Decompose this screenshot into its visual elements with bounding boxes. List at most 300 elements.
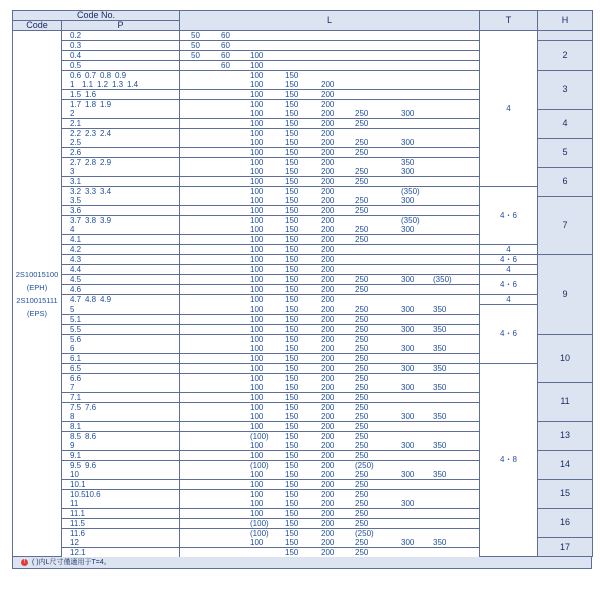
l-value: 150 [285, 304, 299, 314]
table-row [13, 245, 593, 255]
l-value: 250 [355, 119, 369, 128]
l-value: 150 [285, 460, 299, 470]
code-line: (EPS) [26, 308, 47, 318]
p-value: 9.6 [85, 460, 97, 470]
l-value: 200 [321, 411, 335, 421]
l-value: 200 [321, 119, 335, 128]
l-value: 150 [285, 80, 299, 89]
l-value: 200 [321, 498, 335, 508]
l-value: 100 [250, 392, 264, 402]
p-value: 0.3 [70, 41, 82, 50]
l-value: 150 [285, 177, 299, 186]
l-value: 150 [285, 138, 299, 147]
l-value: 200 [321, 148, 335, 157]
p-value: 2.9 [100, 158, 112, 167]
l-value: 250 [355, 206, 369, 215]
p-value: 4.2 [70, 245, 82, 254]
p-value: 10.1 [70, 479, 86, 489]
p-value: 3 [70, 167, 75, 176]
p-value: 3.2 [70, 187, 82, 196]
l-cell [180, 225, 480, 235]
l-value: 150 [285, 206, 299, 215]
l-value: 250 [355, 235, 369, 244]
l-cell [180, 431, 480, 441]
p-value: 3.9 [100, 216, 112, 225]
l-value: 100 [250, 148, 264, 157]
l-value: 100 [250, 440, 264, 450]
p-cell [62, 334, 180, 344]
p-value: 5.1 [70, 314, 82, 324]
t-cell: 4 [480, 245, 538, 255]
l-value: (250) [355, 460, 374, 470]
table-row [13, 255, 593, 265]
l-value: (100) [250, 460, 269, 470]
l-value: 200 [321, 90, 335, 99]
h-cell: 14 [538, 450, 593, 479]
l-value: 250 [355, 363, 369, 373]
p-cell [62, 431, 180, 441]
header-row-1 [13, 11, 593, 21]
l-value: 150 [285, 90, 299, 99]
p-cell [62, 450, 180, 460]
t-cell: 4 [480, 295, 538, 305]
l-value: 150 [285, 314, 299, 324]
table-row [13, 295, 593, 305]
l-value: 60 [221, 51, 230, 60]
l-value: 200 [321, 314, 335, 324]
l-cell [180, 528, 480, 538]
p-value: 12 [70, 537, 79, 547]
l-cell [180, 235, 480, 245]
p-value: 5.6 [70, 334, 82, 344]
p-value: 1.5 [70, 90, 82, 99]
p-value: 11 [70, 498, 79, 508]
l-value: 250 [355, 479, 369, 489]
p-value: 2.6 [70, 148, 82, 157]
h-cell: 10 [538, 334, 593, 383]
code-line: 2S10015100 [15, 269, 59, 279]
l-value: 200 [321, 235, 335, 244]
p-value: 8.5 [70, 431, 82, 441]
l-value: 250 [355, 148, 369, 157]
p-value: 11.6 [70, 528, 85, 538]
p-cell [62, 392, 180, 402]
p-value: 4.8 [85, 295, 97, 305]
t-cell: 4・8 [480, 363, 538, 557]
l-value: 250 [355, 196, 369, 205]
l-cell [180, 412, 480, 422]
l-value: 150 [285, 275, 299, 284]
p-value: 6.1 [70, 353, 82, 363]
p-value: 10.6 [85, 489, 101, 499]
l-value: 250 [355, 508, 369, 518]
l-value: 50 [191, 41, 200, 50]
l-value: 150 [285, 411, 299, 421]
l-value: 250 [355, 431, 369, 441]
p-value: 1.6 [85, 90, 97, 99]
l-cell [180, 138, 480, 148]
p-value: 9 [70, 440, 75, 450]
l-value: 250 [355, 547, 369, 557]
l-value: (350) [433, 275, 452, 284]
l-value: (350) [401, 187, 420, 196]
l-value: 200 [321, 537, 335, 547]
table-row [13, 31, 593, 41]
l-cell [180, 479, 480, 489]
p-value: 4.9 [100, 295, 112, 305]
h-cell: 5 [538, 138, 593, 167]
p-value: 4.6 [70, 285, 82, 294]
l-value: 200 [321, 373, 335, 383]
code-line: (EPH) [26, 282, 48, 292]
p-cell [62, 225, 180, 235]
l-value: 100 [250, 421, 264, 431]
l-cell [180, 119, 480, 129]
l-value: 100 [250, 206, 264, 215]
code-cell [13, 31, 62, 557]
p-value: 7.5 [70, 402, 82, 412]
p-value: 6.5 [70, 363, 82, 373]
p-cell [62, 167, 180, 177]
p-value: 3.3 [85, 187, 97, 196]
l-cell [180, 206, 480, 216]
l-cell [180, 460, 480, 470]
p-value: 3.4 [100, 187, 112, 196]
l-value: 200 [321, 469, 335, 479]
l-cell [180, 373, 480, 383]
code-header: Code [13, 21, 62, 31]
h-cell: 15 [538, 479, 593, 508]
l-value: 250 [355, 314, 369, 324]
l-value: 300 [401, 138, 415, 147]
l-value: 300 [401, 469, 415, 479]
l-value: 300 [401, 324, 415, 334]
l-value: 200 [321, 392, 335, 402]
p-cell [62, 90, 180, 100]
l-value: 250 [355, 109, 369, 118]
p-value: 1.7 [70, 100, 82, 109]
l-value: 100 [250, 285, 264, 294]
p-cell [62, 138, 180, 148]
p-cell [62, 421, 180, 431]
l-value: 250 [355, 421, 369, 431]
p-cell [62, 187, 180, 197]
p-cell [62, 373, 180, 383]
l-value: 250 [355, 285, 369, 294]
l-value: 100 [250, 61, 264, 70]
l-value: 300 [401, 343, 415, 353]
p-value: 7 [70, 382, 75, 392]
table-row [13, 363, 593, 373]
h-cell: 6 [538, 167, 593, 196]
l-value: 350 [433, 363, 447, 373]
l-value: 150 [285, 71, 299, 80]
p-cell [62, 305, 180, 315]
l-value: 200 [321, 489, 335, 499]
l-value: 150 [285, 373, 299, 383]
p-cell [62, 402, 180, 412]
l-value: 100 [250, 177, 264, 186]
l-value: 100 [250, 334, 264, 344]
p-cell [62, 158, 180, 168]
h-header: H [538, 11, 593, 31]
p-value: 2 [70, 109, 75, 118]
l-value: 150 [285, 119, 299, 128]
l-value: (350) [401, 216, 420, 225]
l-cell [180, 305, 480, 315]
h-cell: 7 [538, 196, 593, 255]
p-cell [62, 528, 180, 538]
l-value: 150 [285, 440, 299, 450]
l-value: (100) [250, 528, 269, 538]
l-value: 300 [401, 363, 415, 373]
l-value: 150 [285, 537, 299, 547]
t-header: T [480, 11, 538, 31]
p-value: 4 [70, 225, 75, 234]
p-value: 5.5 [70, 324, 82, 334]
l-value: 150 [285, 158, 299, 167]
l-value: 300 [401, 440, 415, 450]
l-value: 150 [285, 235, 299, 244]
footnote-text: ( )内L尺寸僅適用于T=4。 [31, 559, 111, 566]
l-value: 200 [321, 109, 335, 118]
l-cell [180, 109, 480, 119]
l-cell [180, 363, 480, 373]
warning-icon: ! [21, 559, 28, 566]
p-cell [62, 441, 180, 451]
p-value: 2.8 [85, 158, 97, 167]
l-value: 200 [321, 216, 335, 225]
l-value: 150 [285, 295, 299, 304]
l-value: 200 [321, 479, 335, 489]
l-value: 100 [250, 129, 264, 138]
l-value: 150 [285, 363, 299, 373]
l-value: 350 [433, 343, 447, 353]
l-value: 150 [285, 489, 299, 499]
p-cell [62, 295, 180, 305]
l-value: 200 [321, 206, 335, 215]
l-value: 200 [321, 508, 335, 518]
l-value: 150 [285, 343, 299, 353]
l-value: 100 [250, 216, 264, 225]
p-value: 4.7 [70, 295, 82, 305]
l-value: 200 [321, 100, 335, 109]
p-value: 3.6 [70, 206, 82, 215]
l-value: (250) [355, 528, 374, 538]
l-value: 250 [355, 353, 369, 363]
l-value: 250 [355, 402, 369, 412]
p-value: 11.5 [70, 518, 85, 528]
p-value: 1.4 [127, 80, 139, 89]
p-cell [62, 265, 180, 275]
l-value: 250 [355, 518, 369, 528]
t-cell: 4・6 [480, 275, 538, 295]
l-value: 150 [285, 402, 299, 412]
p-cell [62, 285, 180, 295]
l-cell [180, 499, 480, 509]
l-cell [180, 90, 480, 100]
l-value: 150 [285, 100, 299, 109]
spec-table-wrapper [12, 10, 592, 569]
l-cell [180, 324, 480, 334]
l-value: 150 [285, 392, 299, 402]
l-cell [180, 450, 480, 460]
l-value: 200 [321, 295, 335, 304]
l-value: 200 [321, 80, 335, 89]
l-value: 100 [250, 508, 264, 518]
l-value: 200 [321, 528, 335, 538]
l-cell [180, 216, 480, 226]
p-value: 2.1 [70, 119, 82, 128]
l-value: 250 [355, 334, 369, 344]
p-cell [62, 235, 180, 245]
p-cell [62, 470, 180, 480]
l-value: 300 [401, 109, 415, 118]
p-cell [62, 71, 180, 81]
l-value: 150 [285, 265, 299, 274]
l-value: 200 [321, 421, 335, 431]
p-value: 9.1 [70, 450, 82, 460]
p-value: 1.8 [85, 100, 97, 109]
p-cell [62, 119, 180, 129]
l-value: 100 [250, 265, 264, 274]
l-value: 60 [221, 31, 230, 40]
l-cell [180, 441, 480, 451]
l-value: 250 [355, 177, 369, 186]
l-value: 350 [433, 537, 447, 547]
p-cell [62, 109, 180, 119]
l-value: 100 [250, 80, 264, 89]
l-value: 100 [250, 363, 264, 373]
l-value: 150 [285, 334, 299, 344]
l-value: 350 [433, 382, 447, 392]
p-cell [62, 518, 180, 528]
l-value: 100 [250, 71, 264, 80]
l-cell [180, 187, 480, 197]
code-no-header: Code No. [13, 11, 180, 21]
l-value: 150 [285, 547, 299, 557]
l-value: 250 [355, 138, 369, 147]
l-value: 150 [285, 353, 299, 363]
p-value: 1.2 [97, 80, 109, 89]
l-value: 200 [321, 167, 335, 176]
l-value: 60 [221, 61, 230, 70]
h-cell: 13 [538, 421, 593, 450]
p-value: 0.6 [70, 71, 82, 80]
l-value: 200 [321, 324, 335, 334]
l-value: 100 [250, 187, 264, 196]
p-cell [62, 353, 180, 363]
l-cell [180, 402, 480, 412]
l-value: 50 [191, 51, 200, 60]
l-value: 250 [355, 304, 369, 314]
l-value: 350 [401, 158, 415, 167]
l-value: 100 [250, 51, 264, 60]
h-cell: 4 [538, 109, 593, 138]
l-value: 200 [321, 275, 335, 284]
l-value: 200 [321, 245, 335, 254]
l-value: 200 [321, 353, 335, 363]
p-value: 4.5 [70, 275, 82, 284]
l-cell [180, 245, 480, 255]
p-value: 2.5 [70, 138, 82, 147]
l-value: 150 [285, 187, 299, 196]
l-value: 150 [285, 167, 299, 176]
t-cell: 4・6 [480, 305, 538, 364]
p-value: 8 [70, 411, 75, 421]
l-value: 100 [250, 314, 264, 324]
l-cell [180, 547, 480, 557]
p-cell [62, 245, 180, 255]
p-value: 7.1 [70, 392, 82, 402]
l-value: 350 [433, 304, 447, 314]
l-value: 150 [285, 129, 299, 138]
l-cell [180, 167, 480, 177]
l-value: 350 [433, 469, 447, 479]
l-value: 200 [321, 158, 335, 167]
l-value: 100 [250, 324, 264, 334]
p-cell [62, 129, 180, 139]
l-value: 100 [250, 353, 264, 363]
p-cell [62, 547, 180, 557]
h-cell [538, 31, 593, 41]
p-cell [62, 61, 180, 71]
l-value: 250 [355, 489, 369, 499]
h-cell: 2 [538, 41, 593, 71]
p-cell [62, 538, 180, 548]
p-cell [62, 51, 180, 61]
l-value: 100 [250, 90, 264, 99]
p-value: 0.7 [85, 71, 97, 80]
l-value: 150 [285, 528, 299, 538]
l-cell [180, 158, 480, 168]
l-value: 100 [250, 196, 264, 205]
l-value: 100 [250, 498, 264, 508]
l-cell [180, 80, 480, 90]
l-value: 300 [401, 275, 415, 284]
p-cell [62, 216, 180, 226]
l-value: 150 [285, 469, 299, 479]
l-cell [180, 41, 480, 51]
p-value: 8.1 [70, 421, 82, 431]
p-value: 8.6 [85, 431, 97, 441]
l-value: 150 [285, 255, 299, 264]
l-value: 150 [285, 109, 299, 118]
p-value: 9.5 [70, 460, 82, 470]
l-cell [180, 148, 480, 158]
p-value: 3.1 [70, 177, 82, 186]
l-value: 100 [250, 167, 264, 176]
l-value: 350 [433, 440, 447, 450]
l-value: 100 [250, 255, 264, 264]
l-value: 100 [250, 295, 264, 304]
l-value: 250 [355, 167, 369, 176]
l-value: 300 [401, 225, 415, 234]
l-value: 100 [250, 275, 264, 284]
p-cell [62, 148, 180, 158]
l-cell [180, 100, 480, 110]
l-value: 150 [285, 285, 299, 294]
l-cell [180, 177, 480, 187]
p-cell [62, 206, 180, 216]
l-cell [180, 470, 480, 480]
p-cell [62, 80, 180, 90]
l-value: 100 [250, 469, 264, 479]
l-cell [180, 71, 480, 81]
l-cell [180, 129, 480, 139]
l-value: 150 [285, 148, 299, 157]
l-cell [180, 314, 480, 324]
